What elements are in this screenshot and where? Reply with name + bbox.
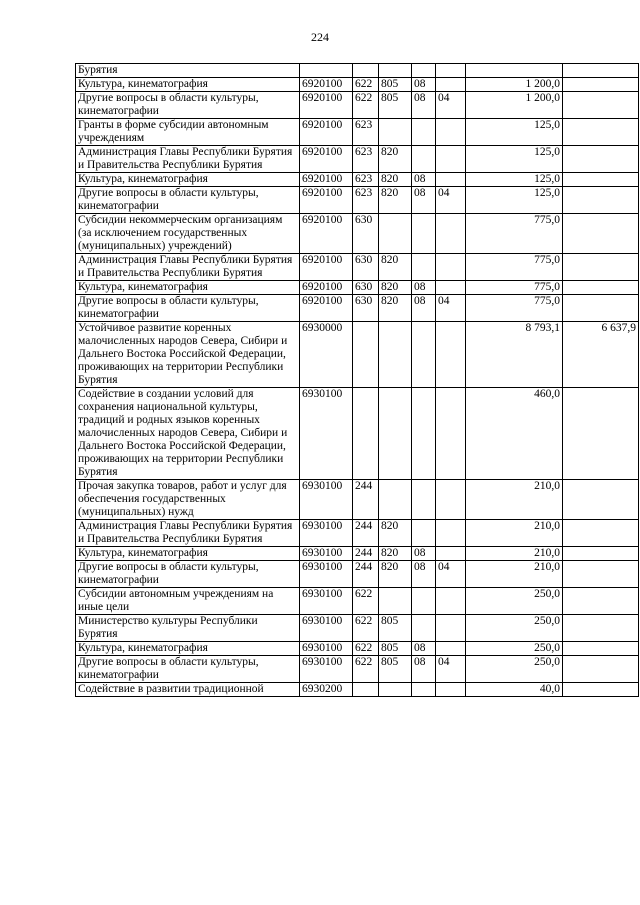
cell-section: 08 bbox=[412, 561, 436, 588]
cell-subsection bbox=[436, 281, 466, 295]
cell-amount: 210,0 bbox=[466, 520, 563, 547]
cell-amount-extra bbox=[563, 173, 639, 187]
cell-expense-type: 622 bbox=[353, 588, 379, 615]
cell-amount: 250,0 bbox=[466, 588, 563, 615]
cell-subsection bbox=[436, 254, 466, 281]
cell-ministry-code: 805 bbox=[379, 642, 412, 656]
cell-amount: 250,0 bbox=[466, 615, 563, 642]
table-row bbox=[76, 388, 639, 480]
cell-target-article bbox=[300, 64, 353, 78]
cell-section bbox=[412, 615, 436, 642]
cell-section: 08 bbox=[412, 92, 436, 119]
cell-expense-type: 244 bbox=[353, 520, 379, 547]
cell-subsection bbox=[436, 322, 466, 388]
cell-name: Культура, кинематография bbox=[76, 281, 300, 295]
cell-amount-extra bbox=[563, 588, 639, 615]
cell-section: 08 bbox=[412, 547, 436, 561]
cell-expense-type: 244 bbox=[353, 561, 379, 588]
cell-section bbox=[412, 119, 436, 146]
cell-section: 08 bbox=[412, 173, 436, 187]
cell-section: 08 bbox=[412, 78, 436, 92]
cell-ministry-code bbox=[379, 119, 412, 146]
cell-target-article: 6930100 bbox=[300, 561, 353, 588]
cell-target-article: 6930100 bbox=[300, 547, 353, 561]
cell-amount: 210,0 bbox=[466, 547, 563, 561]
cell-subsection bbox=[436, 642, 466, 656]
cell-ministry-code bbox=[379, 214, 412, 254]
cell-expense-type bbox=[353, 64, 379, 78]
cell-name: Содействие в создании условий для сохранения национальной культуры, традиций и родных языков коренных малочисленных народов Севера, Сибири и Дальнего Востока Российской Федерации, проживающих на территории Республики Бурятия bbox=[76, 388, 300, 480]
table-row bbox=[76, 615, 639, 642]
cell-name: Субсидии некоммерческим организациям (за исключением государственных (муниципальных) учреждений) bbox=[76, 214, 300, 254]
cell-amount-extra bbox=[563, 281, 639, 295]
cell-subsection: 04 bbox=[436, 92, 466, 119]
cell-target-article: 6930100 bbox=[300, 642, 353, 656]
cell-amount-extra bbox=[563, 214, 639, 254]
cell-subsection bbox=[436, 683, 466, 697]
table-row bbox=[76, 480, 639, 520]
cell-amount-extra bbox=[563, 78, 639, 92]
cell-amount: 125,0 bbox=[466, 173, 563, 187]
cell-amount: 40,0 bbox=[466, 683, 563, 697]
cell-expense-type bbox=[353, 683, 379, 697]
cell-name: Культура, кинематография bbox=[76, 547, 300, 561]
cell-subsection: 04 bbox=[436, 656, 466, 683]
table-row bbox=[76, 561, 639, 588]
cell-expense-type: 623 bbox=[353, 146, 379, 173]
cell-amount: 125,0 bbox=[466, 187, 563, 214]
table-row bbox=[76, 254, 639, 281]
cell-name: Министерство культуры Республики Бурятия bbox=[76, 615, 300, 642]
cell-name: Прочая закупка товаров, работ и услуг для обеспечения государственных (муниципальных) нужд bbox=[76, 480, 300, 520]
cell-name: Содействие в развитии традиционной bbox=[76, 683, 300, 697]
cell-target-article: 6920100 bbox=[300, 119, 353, 146]
cell-amount: 210,0 bbox=[466, 480, 563, 520]
cell-subsection bbox=[436, 520, 466, 547]
cell-subsection: 04 bbox=[436, 187, 466, 214]
cell-name: Культура, кинематография bbox=[76, 78, 300, 92]
cell-amount-extra bbox=[563, 388, 639, 480]
table-row bbox=[76, 78, 639, 92]
cell-amount-extra bbox=[563, 480, 639, 520]
cell-target-article: 6920100 bbox=[300, 173, 353, 187]
cell-target-article: 6930100 bbox=[300, 615, 353, 642]
table-row bbox=[76, 642, 639, 656]
cell-ministry-code: 820 bbox=[379, 295, 412, 322]
cell-section bbox=[412, 322, 436, 388]
table-row bbox=[76, 187, 639, 214]
cell-target-article: 6920100 bbox=[300, 295, 353, 322]
cell-subsection bbox=[436, 547, 466, 561]
cell-name: Другие вопросы в области культуры, кинематографии bbox=[76, 187, 300, 214]
budget-table bbox=[75, 63, 639, 697]
cell-expense-type: 622 bbox=[353, 92, 379, 119]
cell-section: 08 bbox=[412, 656, 436, 683]
cell-name: Бурятия bbox=[76, 64, 300, 78]
table-row bbox=[76, 322, 639, 388]
cell-subsection bbox=[436, 214, 466, 254]
cell-ministry-code: 820 bbox=[379, 281, 412, 295]
cell-amount-extra bbox=[563, 295, 639, 322]
cell-ministry-code: 805 bbox=[379, 615, 412, 642]
cell-section bbox=[412, 520, 436, 547]
cell-section bbox=[412, 214, 436, 254]
cell-ministry-code: 820 bbox=[379, 146, 412, 173]
cell-ministry-code: 805 bbox=[379, 78, 412, 92]
cell-section bbox=[412, 254, 436, 281]
cell-target-article: 6930100 bbox=[300, 520, 353, 547]
cell-amount: 250,0 bbox=[466, 656, 563, 683]
cell-expense-type: 623 bbox=[353, 187, 379, 214]
cell-ministry-code bbox=[379, 480, 412, 520]
cell-expense-type: 622 bbox=[353, 615, 379, 642]
cell-expense-type bbox=[353, 388, 379, 480]
table-row bbox=[76, 173, 639, 187]
cell-target-article: 6930000 bbox=[300, 322, 353, 388]
cell-subsection bbox=[436, 173, 466, 187]
cell-section bbox=[412, 388, 436, 480]
cell-ministry-code: 820 bbox=[379, 173, 412, 187]
cell-subsection bbox=[436, 78, 466, 92]
cell-ministry-code: 805 bbox=[379, 656, 412, 683]
cell-expense-type: 630 bbox=[353, 214, 379, 254]
cell-target-article: 6920100 bbox=[300, 146, 353, 173]
cell-name: Устойчивое развитие коренных малочисленных народов Севера, Сибири и Дальнего Востока Российской Федерации, проживающих на территории Республики Бурятия bbox=[76, 322, 300, 388]
cell-subsection bbox=[436, 64, 466, 78]
cell-amount-extra bbox=[563, 187, 639, 214]
cell-amount: 1 200,0 bbox=[466, 78, 563, 92]
cell-expense-type: 622 bbox=[353, 78, 379, 92]
cell-amount-extra bbox=[563, 92, 639, 119]
cell-target-article: 6920100 bbox=[300, 281, 353, 295]
cell-subsection bbox=[436, 480, 466, 520]
cell-subsection bbox=[436, 588, 466, 615]
cell-target-article: 6930100 bbox=[300, 588, 353, 615]
cell-amount-extra bbox=[563, 254, 639, 281]
cell-section: 08 bbox=[412, 187, 436, 214]
cell-amount: 125,0 bbox=[466, 119, 563, 146]
cell-target-article: 6920100 bbox=[300, 254, 353, 281]
table-row bbox=[76, 656, 639, 683]
cell-subsection bbox=[436, 119, 466, 146]
cell-subsection: 04 bbox=[436, 561, 466, 588]
cell-expense-type: 623 bbox=[353, 119, 379, 146]
cell-expense-type bbox=[353, 322, 379, 388]
cell-amount-extra bbox=[563, 146, 639, 173]
table-row bbox=[76, 146, 639, 173]
table-row bbox=[76, 119, 639, 146]
cell-expense-type: 623 bbox=[353, 173, 379, 187]
table-body bbox=[76, 64, 639, 697]
cell-target-article: 6920100 bbox=[300, 214, 353, 254]
cell-amount-extra: 6 637,9 bbox=[563, 322, 639, 388]
cell-name: Администрация Главы Республики Бурятия и Правительства Республики Бурятия bbox=[76, 146, 300, 173]
cell-name: Другие вопросы в области культуры, кинематографии bbox=[76, 295, 300, 322]
cell-expense-type: 622 bbox=[353, 656, 379, 683]
cell-expense-type: 244 bbox=[353, 480, 379, 520]
cell-amount bbox=[466, 64, 563, 78]
cell-amount-extra bbox=[563, 656, 639, 683]
cell-amount: 775,0 bbox=[466, 295, 563, 322]
table-row bbox=[76, 214, 639, 254]
page-number: 224 bbox=[311, 30, 329, 44]
cell-amount: 250,0 bbox=[466, 642, 563, 656]
cell-section bbox=[412, 683, 436, 697]
cell-name: Субсидии автономным учреждениям на иные цели bbox=[76, 588, 300, 615]
table-row bbox=[76, 92, 639, 119]
cell-amount: 775,0 bbox=[466, 281, 563, 295]
cell-ministry-code: 820 bbox=[379, 187, 412, 214]
cell-name: Гранты в форме субсидии автономным учреждениям bbox=[76, 119, 300, 146]
cell-expense-type: 630 bbox=[353, 281, 379, 295]
cell-ministry-code: 820 bbox=[379, 520, 412, 547]
cell-target-article: 6930100 bbox=[300, 656, 353, 683]
cell-amount-extra bbox=[563, 642, 639, 656]
cell-ministry-code bbox=[379, 322, 412, 388]
cell-name: Культура, кинематография bbox=[76, 642, 300, 656]
cell-subsection bbox=[436, 146, 466, 173]
cell-ministry-code: 820 bbox=[379, 561, 412, 588]
cell-subsection bbox=[436, 388, 466, 480]
table-row bbox=[76, 520, 639, 547]
cell-target-article: 6920100 bbox=[300, 92, 353, 119]
cell-section: 08 bbox=[412, 642, 436, 656]
cell-target-article: 6920100 bbox=[300, 187, 353, 214]
cell-amount-extra bbox=[563, 683, 639, 697]
cell-amount: 8 793,1 bbox=[466, 322, 563, 388]
cell-expense-type: 244 bbox=[353, 547, 379, 561]
cell-expense-type: 630 bbox=[353, 254, 379, 281]
cell-target-article: 6930100 bbox=[300, 480, 353, 520]
cell-subsection: 04 bbox=[436, 295, 466, 322]
cell-section bbox=[412, 146, 436, 173]
cell-ministry-code bbox=[379, 683, 412, 697]
cell-amount-extra bbox=[563, 547, 639, 561]
cell-subsection bbox=[436, 615, 466, 642]
cell-section: 08 bbox=[412, 295, 436, 322]
cell-amount-extra bbox=[563, 615, 639, 642]
cell-ministry-code bbox=[379, 64, 412, 78]
table-row bbox=[76, 281, 639, 295]
cell-amount-extra bbox=[563, 561, 639, 588]
cell-name: Другие вопросы в области культуры, кинематографии bbox=[76, 656, 300, 683]
cell-target-article: 6920100 bbox=[300, 78, 353, 92]
cell-amount: 775,0 bbox=[466, 214, 563, 254]
cell-amount: 460,0 bbox=[466, 388, 563, 480]
cell-ministry-code: 820 bbox=[379, 254, 412, 281]
cell-section bbox=[412, 64, 436, 78]
cell-section bbox=[412, 588, 436, 615]
cell-amount: 1 200,0 bbox=[466, 92, 563, 119]
cell-amount: 775,0 bbox=[466, 254, 563, 281]
cell-ministry-code: 820 bbox=[379, 547, 412, 561]
cell-name: Администрация Главы Республики Бурятия и Правительства Республики Бурятия bbox=[76, 254, 300, 281]
cell-name: Другие вопросы в области культуры, кинематографии bbox=[76, 92, 300, 119]
cell-name: Другие вопросы в области культуры, кинематографии bbox=[76, 561, 300, 588]
cell-section: 08 bbox=[412, 281, 436, 295]
cell-amount: 210,0 bbox=[466, 561, 563, 588]
table-row bbox=[76, 295, 639, 322]
cell-section bbox=[412, 480, 436, 520]
table-row bbox=[76, 683, 639, 697]
cell-target-article: 6930200 bbox=[300, 683, 353, 697]
cell-ministry-code: 805 bbox=[379, 92, 412, 119]
cell-amount-extra bbox=[563, 64, 639, 78]
cell-expense-type: 630 bbox=[353, 295, 379, 322]
cell-amount-extra bbox=[563, 119, 639, 146]
cell-name: Администрация Главы Республики Бурятия и Правительства Республики Бурятия bbox=[76, 520, 300, 547]
cell-amount-extra bbox=[563, 520, 639, 547]
cell-name: Культура, кинематография bbox=[76, 173, 300, 187]
cell-ministry-code bbox=[379, 588, 412, 615]
cell-amount: 125,0 bbox=[466, 146, 563, 173]
table-row bbox=[76, 588, 639, 615]
cell-ministry-code bbox=[379, 388, 412, 480]
cell-target-article: 6930100 bbox=[300, 388, 353, 480]
cell-expense-type: 622 bbox=[353, 642, 379, 656]
table-row bbox=[76, 64, 639, 78]
table-row bbox=[76, 547, 639, 561]
